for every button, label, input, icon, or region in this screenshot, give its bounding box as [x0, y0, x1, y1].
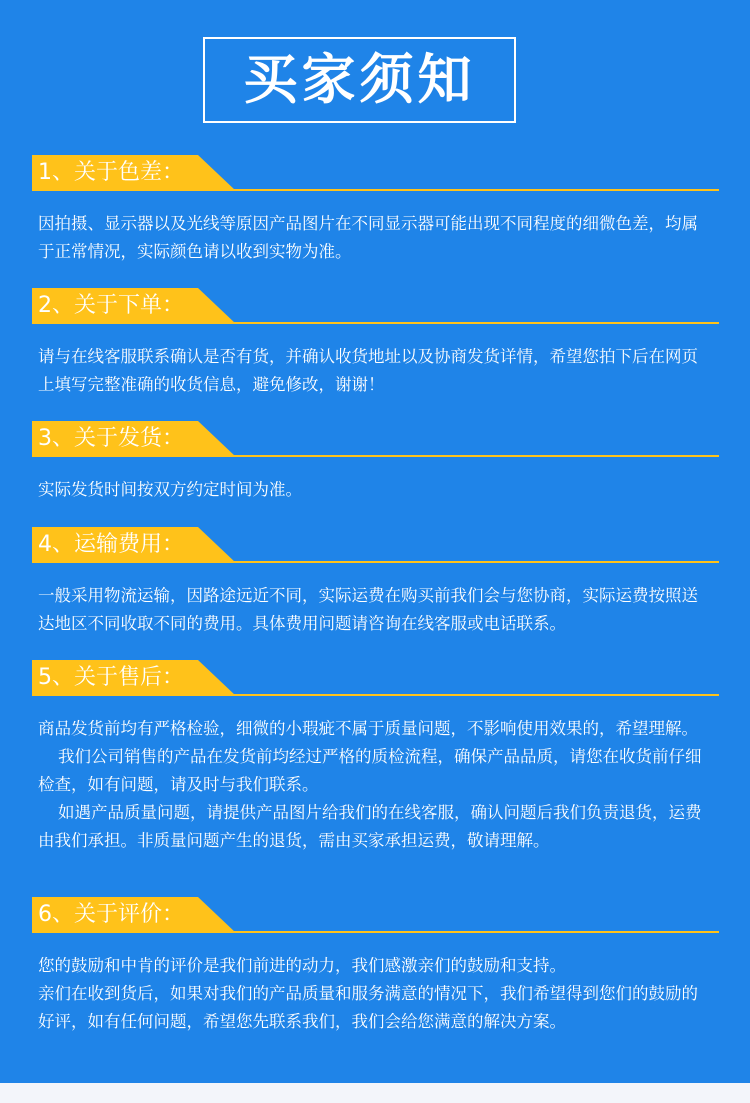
section-heading [0, 527, 750, 563]
section-color-difference [0, 155, 750, 266]
heading-rule [200, 189, 719, 191]
heading-rule [200, 931, 719, 933]
section-reviews [0, 897, 750, 1036]
section-body [38, 582, 714, 638]
heading-label: 5、关于售后： [38, 665, 184, 690]
section-heading [0, 897, 750, 933]
heading-rule [200, 455, 719, 457]
heading-rule [200, 694, 719, 696]
paragraph: 亲们在收到货后，如果对我们的产品质量和服务满意的情况下，我们希望得到您们的鼓励的好评，如有任何问题，希望您先联系我们，我们会给您满意的解决方案。 [38, 984, 698, 1031]
title-box [203, 37, 516, 123]
paragraph: 商品发货前均有严格检验，细微的小瑕疵不属于质量问题，不影响使用效果的，希望理解。 [38, 719, 698, 738]
section-heading [0, 660, 750, 696]
paragraph: 您的鼓励和中肯的评价是我们前进的动力，我们感激亲们的鼓励和支持。 [38, 956, 566, 975]
paragraph: 因拍摄、显示器以及光线等原因产品图片在不同显示器可能出现不同程度的细微色差，均属于正常情况，实际颜色请以收到实物为准。 [38, 214, 698, 261]
heading-label: 2、关于下单： [38, 293, 184, 318]
heading-label: 4、运输费用： [38, 532, 184, 557]
paragraph: 我们公司销售的产品在发货前均经过严格的质检流程，确保产品品质，请您在收货前仔细检查，如有问题，请及时与我们联系。 [38, 747, 702, 794]
heading-label: 3、关于发货： [38, 426, 184, 451]
section-heading [0, 421, 750, 457]
heading-rule [200, 561, 719, 563]
section-after-sales [0, 660, 750, 855]
section-shipping [0, 421, 750, 504]
section-body [38, 476, 714, 504]
section-freight [0, 527, 750, 638]
paragraph: 如遇产品质量问题，请提供产品图片给我们的在线客服，确认问题后我们负责退货，运费由我们承担。非质量问题产生的退货，需由买家承担运费，敬请理解。 [38, 803, 702, 850]
section-heading [0, 288, 750, 324]
page-title: 买家须知 [243, 48, 476, 111]
section-body [38, 210, 714, 266]
heading-rule [200, 322, 719, 324]
paragraph: 请与在线客服联系确认是否有货，并确认收货地址以及协商发货详情，希望您拍下后在网页上填写完整准确的收货信息，避免修改，谢谢！ [38, 347, 698, 394]
heading-label: 6、关于评价： [38, 902, 184, 927]
section-body [38, 343, 714, 399]
section-heading [0, 155, 750, 191]
section-body [38, 715, 714, 855]
paragraph: 一般采用物流运输，因路途远近不同，实际运费在购买前我们会与您协商，实际运费按照送达地区不同收取不同的费用。具体费用问题请咨询在线客服或电话联系。 [38, 586, 698, 633]
heading-label: 1、关于色差： [38, 160, 184, 185]
section-body [38, 952, 714, 1036]
paragraph: 实际发货时间按双方约定时间为准。 [38, 480, 302, 499]
section-ordering [0, 288, 750, 399]
